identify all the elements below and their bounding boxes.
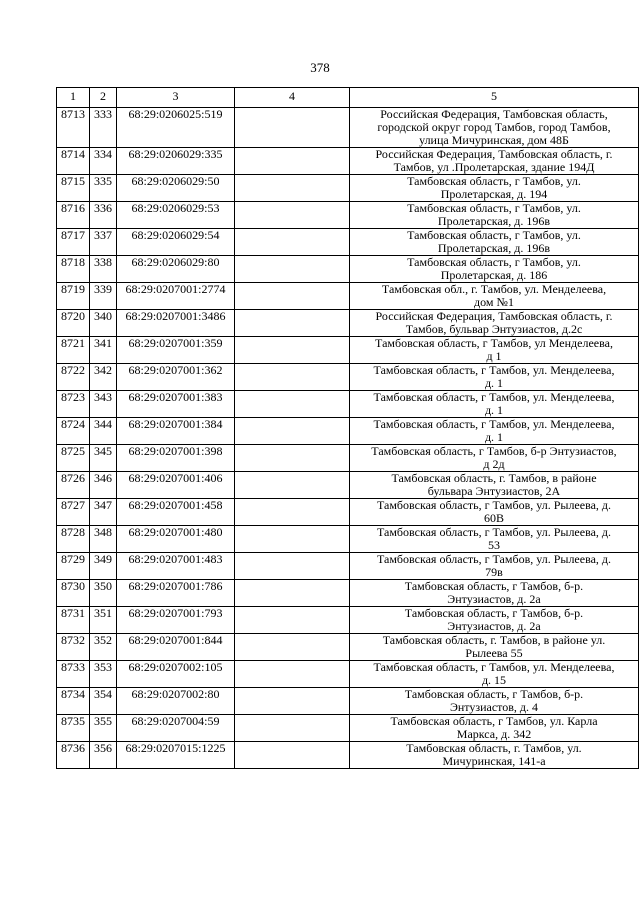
table-row (57, 742, 639, 769)
address-cell (350, 108, 639, 148)
address-cell (350, 391, 639, 418)
col-4-cell (235, 229, 350, 256)
cadastral-number: 68:29:0207001:483 (117, 553, 235, 580)
col-4-cell (235, 715, 350, 742)
cadastral-number: 68:29:0207004:59 (117, 715, 235, 742)
sub-number: 349 (90, 553, 117, 580)
sub-number: 345 (90, 445, 117, 472)
sub-number: 355 (90, 715, 117, 742)
row-number: 8723 (57, 391, 90, 418)
address-cell (350, 418, 639, 445)
address-cell (350, 175, 639, 202)
cadastral-number: 68:29:0207015:1225 (117, 742, 235, 769)
address-cell (350, 472, 639, 499)
col-4-cell (235, 364, 350, 391)
table-row (57, 580, 639, 607)
col-4-cell (235, 283, 350, 310)
cadastral-number: 68:29:0207001:398 (117, 445, 235, 472)
address-line: д 1 (486, 349, 502, 363)
col-4-cell (235, 148, 350, 175)
sub-number: 353 (90, 661, 117, 688)
address-cell (350, 580, 639, 607)
header-col-1: 1 (57, 88, 90, 108)
cadastral-number: 68:29:0206025:519 (117, 108, 235, 148)
address-line: д. 15 (481, 673, 507, 687)
address-line: д. 1 (484, 376, 504, 390)
header-col-5: 5 (350, 88, 639, 108)
col-4-cell (235, 310, 350, 337)
address-line: д. 1 (484, 403, 504, 417)
table-row (57, 148, 639, 175)
address-line: Тамбовская область, г Тамбов, б-р. (404, 687, 584, 701)
address-line: Тамбовская область, г Тамбов, б-р. (404, 606, 584, 620)
row-number: 8720 (57, 310, 90, 337)
sub-number: 334 (90, 148, 117, 175)
col-4-cell (235, 337, 350, 364)
col-4-cell (235, 108, 350, 148)
table-row (57, 418, 639, 445)
row-number: 8715 (57, 175, 90, 202)
address-line: Пролетарская, д. 196в (437, 241, 551, 255)
address-line: Тамбовская область, г Тамбов, ул. Менделеева, (373, 363, 615, 377)
table-row (57, 202, 639, 229)
sub-number: 342 (90, 364, 117, 391)
page-number: 378 (310, 60, 330, 75)
address-cell (350, 634, 639, 661)
table-row (57, 472, 639, 499)
sub-number: 335 (90, 175, 117, 202)
cadastral-number: 68:29:0207002:105 (117, 661, 235, 688)
address-line: Пролетарская, д. 186 (440, 268, 548, 282)
address-line: Тамбовская область, г Тамбов, ул. Рылеева, д. (376, 525, 612, 539)
address-line: Мичуринская, 141-а (442, 754, 546, 768)
address-cell (350, 310, 639, 337)
cadastral-number: 68:29:0207001:359 (117, 337, 235, 364)
table-row (57, 364, 639, 391)
col-4-cell (235, 256, 350, 283)
table-row (57, 499, 639, 526)
row-number: 8726 (57, 472, 90, 499)
address-cell (350, 715, 639, 742)
address-cell (350, 202, 639, 229)
cadastral-number: 68:29:0207001:406 (117, 472, 235, 499)
col-4-cell (235, 445, 350, 472)
row-number: 8716 (57, 202, 90, 229)
sub-number: 351 (90, 607, 117, 634)
table-row (57, 175, 639, 202)
address-line: Тамбовская область, г Тамбов, ул. Менделеева, (373, 390, 615, 404)
cadastral-number: 68:29:0207001:480 (117, 526, 235, 553)
sub-number: 352 (90, 634, 117, 661)
cadastral-number: 68:29:0206029:53 (117, 202, 235, 229)
address-line: Тамбовская область, г Тамбов, ул. (407, 174, 581, 188)
table-row (57, 337, 639, 364)
row-number: 8728 (57, 526, 90, 553)
table-row (57, 661, 639, 688)
sub-number: 356 (90, 742, 117, 769)
table-row (57, 445, 639, 472)
header-col-2: 2 (90, 88, 117, 108)
address-line: бульвара Энтузиастов, 2А (427, 484, 561, 498)
sub-number: 347 (90, 499, 117, 526)
table-body (57, 108, 639, 769)
col-4-cell (235, 553, 350, 580)
address-cell (350, 229, 639, 256)
col-4-cell (235, 526, 350, 553)
cadastral-number: 68:29:0206029:50 (117, 175, 235, 202)
address-cell (350, 148, 639, 175)
sub-number: 346 (90, 472, 117, 499)
address-line: Тамбовская область, г Тамбов, ул Менделеева, (375, 336, 613, 350)
address-cell (350, 607, 639, 634)
address-cell (350, 661, 639, 688)
cadastral-number: 68:29:0207001:362 (117, 364, 235, 391)
address-line: Энтузиастов, д. 2а (447, 619, 541, 633)
header-col-4: 4 (235, 88, 350, 108)
address-line: 79в (485, 565, 503, 579)
table-row (57, 607, 639, 634)
address-line: Тамбовская область, г Тамбов, ул. Рылеева, д. (376, 498, 612, 512)
col-4-cell (235, 661, 350, 688)
col-4-cell (235, 175, 350, 202)
col-4-cell (235, 391, 350, 418)
col-4-cell (235, 688, 350, 715)
cadastral-number: 68:29:0207001:2774 (117, 283, 235, 310)
address-line: 60В (483, 511, 504, 525)
row-number: 8725 (57, 445, 90, 472)
row-number: 8714 (57, 148, 90, 175)
address-cell (350, 256, 639, 283)
col-4-cell (235, 499, 350, 526)
address-line: Тамбовская область, г. Тамбов, в районе ул. (382, 633, 606, 647)
row-number: 8736 (57, 742, 90, 769)
cadastral-number: 68:29:0207001:844 (117, 634, 235, 661)
table-row (57, 391, 639, 418)
cadastral-number: 68:29:0207001:786 (117, 580, 235, 607)
row-number: 8719 (57, 283, 90, 310)
address-line: Российская Федерация, Тамбовская область, г. (375, 309, 613, 323)
cadastral-number: 68:29:0207001:384 (117, 418, 235, 445)
cadastral-number: 68:29:0207001:3486 (117, 310, 235, 337)
address-cell (350, 364, 639, 391)
table-row (57, 553, 639, 580)
address-line: Тамбовская область, г Тамбов, ул. Карла (390, 714, 598, 728)
address-line: д 2д (483, 457, 505, 471)
sub-number: 338 (90, 256, 117, 283)
sub-number: 354 (90, 688, 117, 715)
cadastral-number: 68:29:0207001:793 (117, 607, 235, 634)
sub-number: 339 (90, 283, 117, 310)
sub-number: 343 (90, 391, 117, 418)
table-row (57, 634, 639, 661)
address-line: Российская Федерация, Тамбовская область, (380, 107, 608, 121)
sub-number: 341 (90, 337, 117, 364)
address-line: Тамбовская область, г Тамбов, ул. (407, 255, 581, 269)
sub-number: 340 (90, 310, 117, 337)
sub-number: 348 (90, 526, 117, 553)
sub-number: 336 (90, 202, 117, 229)
address-line: Тамбов, бульвар Энтузиастов, д.2с (405, 322, 583, 336)
row-number: 8713 (57, 108, 90, 148)
sub-number: 333 (90, 108, 117, 148)
cadastral-number: 68:29:0206029:80 (117, 256, 235, 283)
row-number: 8734 (57, 688, 90, 715)
address-line: Тамбовская область, г Тамбов, ул. (407, 228, 581, 242)
address-line: д. 1 (484, 430, 504, 444)
address-cell (350, 553, 639, 580)
col-4-cell (235, 742, 350, 769)
address-line: 53 (488, 538, 500, 552)
address-line: Тамбовская область, г. Тамбов, в районе (391, 471, 597, 485)
address-line: городской округ город Тамбов, город Тамбов, (377, 120, 611, 134)
address-line: Тамбовская область, г Тамбов, б-р Энтузиастов, (371, 444, 617, 458)
row-number: 8722 (57, 364, 90, 391)
header-row (57, 88, 639, 108)
col-4-cell (235, 472, 350, 499)
cadastral-number: 68:29:0206029:335 (117, 148, 235, 175)
address-line: Тамбовская область, г Тамбов, ул. Менделеева, (373, 417, 615, 431)
address-cell (350, 283, 639, 310)
table-row (57, 310, 639, 337)
row-number: 8729 (57, 553, 90, 580)
col-4-cell (235, 634, 350, 661)
address-cell (350, 688, 639, 715)
row-number: 8732 (57, 634, 90, 661)
address-line: Пролетарская, д. 196в (437, 214, 551, 228)
sub-number: 344 (90, 418, 117, 445)
address-line: Тамбовская область, г Тамбов, ул. Менделеева, (373, 660, 615, 674)
sub-number: 350 (90, 580, 117, 607)
address-cell (350, 742, 639, 769)
address-line: Тамбовская область, г Тамбов, ул. (407, 201, 581, 215)
address-line: Тамбов, ул .Пролетарская, здание 194Д (393, 160, 595, 174)
address-line: Маркса, д. 342 (456, 727, 532, 741)
address-line: Тамбовская обл., г. Тамбов, ул. Менделеева, (381, 282, 607, 296)
row-number: 8735 (57, 715, 90, 742)
address-line: дом №1 (474, 295, 514, 309)
sub-number: 337 (90, 229, 117, 256)
cadastral-number: 68:29:0207001:383 (117, 391, 235, 418)
address-cell (350, 337, 639, 364)
address-line: Российская Федерация, Тамбовская область, г. (375, 147, 613, 161)
address-line: Энтузиастов, д. 2а (447, 592, 541, 606)
registry-table (56, 87, 639, 769)
address-cell (350, 526, 639, 553)
address-line: Рылеева 55 (465, 646, 523, 660)
address-cell (350, 445, 639, 472)
cadastral-number: 68:29:0206029:54 (117, 229, 235, 256)
row-number: 8718 (57, 256, 90, 283)
cadastral-number: 68:29:0207002:80 (117, 688, 235, 715)
table-row (57, 229, 639, 256)
address-line: Тамбовская область, г Тамбов, б-р. (404, 579, 584, 593)
address-line: улица Мичуринская, дом 48Б (419, 133, 569, 147)
table-row (57, 256, 639, 283)
row-number: 8727 (57, 499, 90, 526)
address-line: Пролетарская, д. 194 (440, 187, 548, 201)
table-row (57, 715, 639, 742)
address-cell (350, 499, 639, 526)
row-number: 8721 (57, 337, 90, 364)
col-4-cell (235, 202, 350, 229)
address-line: Энтузиастов, д. 4 (449, 700, 539, 714)
address-line: Тамбовская область, г Тамбов, ул. Рылеева, д. (376, 552, 612, 566)
cadastral-number: 68:29:0207001:458 (117, 499, 235, 526)
col-4-cell (235, 580, 350, 607)
address-line: Тамбовская область, г. Тамбов, ул. (406, 741, 582, 755)
header-col-3: 3 (117, 88, 235, 108)
row-number: 8724 (57, 418, 90, 445)
row-number: 8731 (57, 607, 90, 634)
col-4-cell (235, 607, 350, 634)
row-number: 8730 (57, 580, 90, 607)
table-row (57, 526, 639, 553)
col-4-cell (235, 418, 350, 445)
table-row (57, 283, 639, 310)
table-row (57, 108, 639, 148)
table-row (57, 688, 639, 715)
row-number: 8733 (57, 661, 90, 688)
row-number: 8717 (57, 229, 90, 256)
